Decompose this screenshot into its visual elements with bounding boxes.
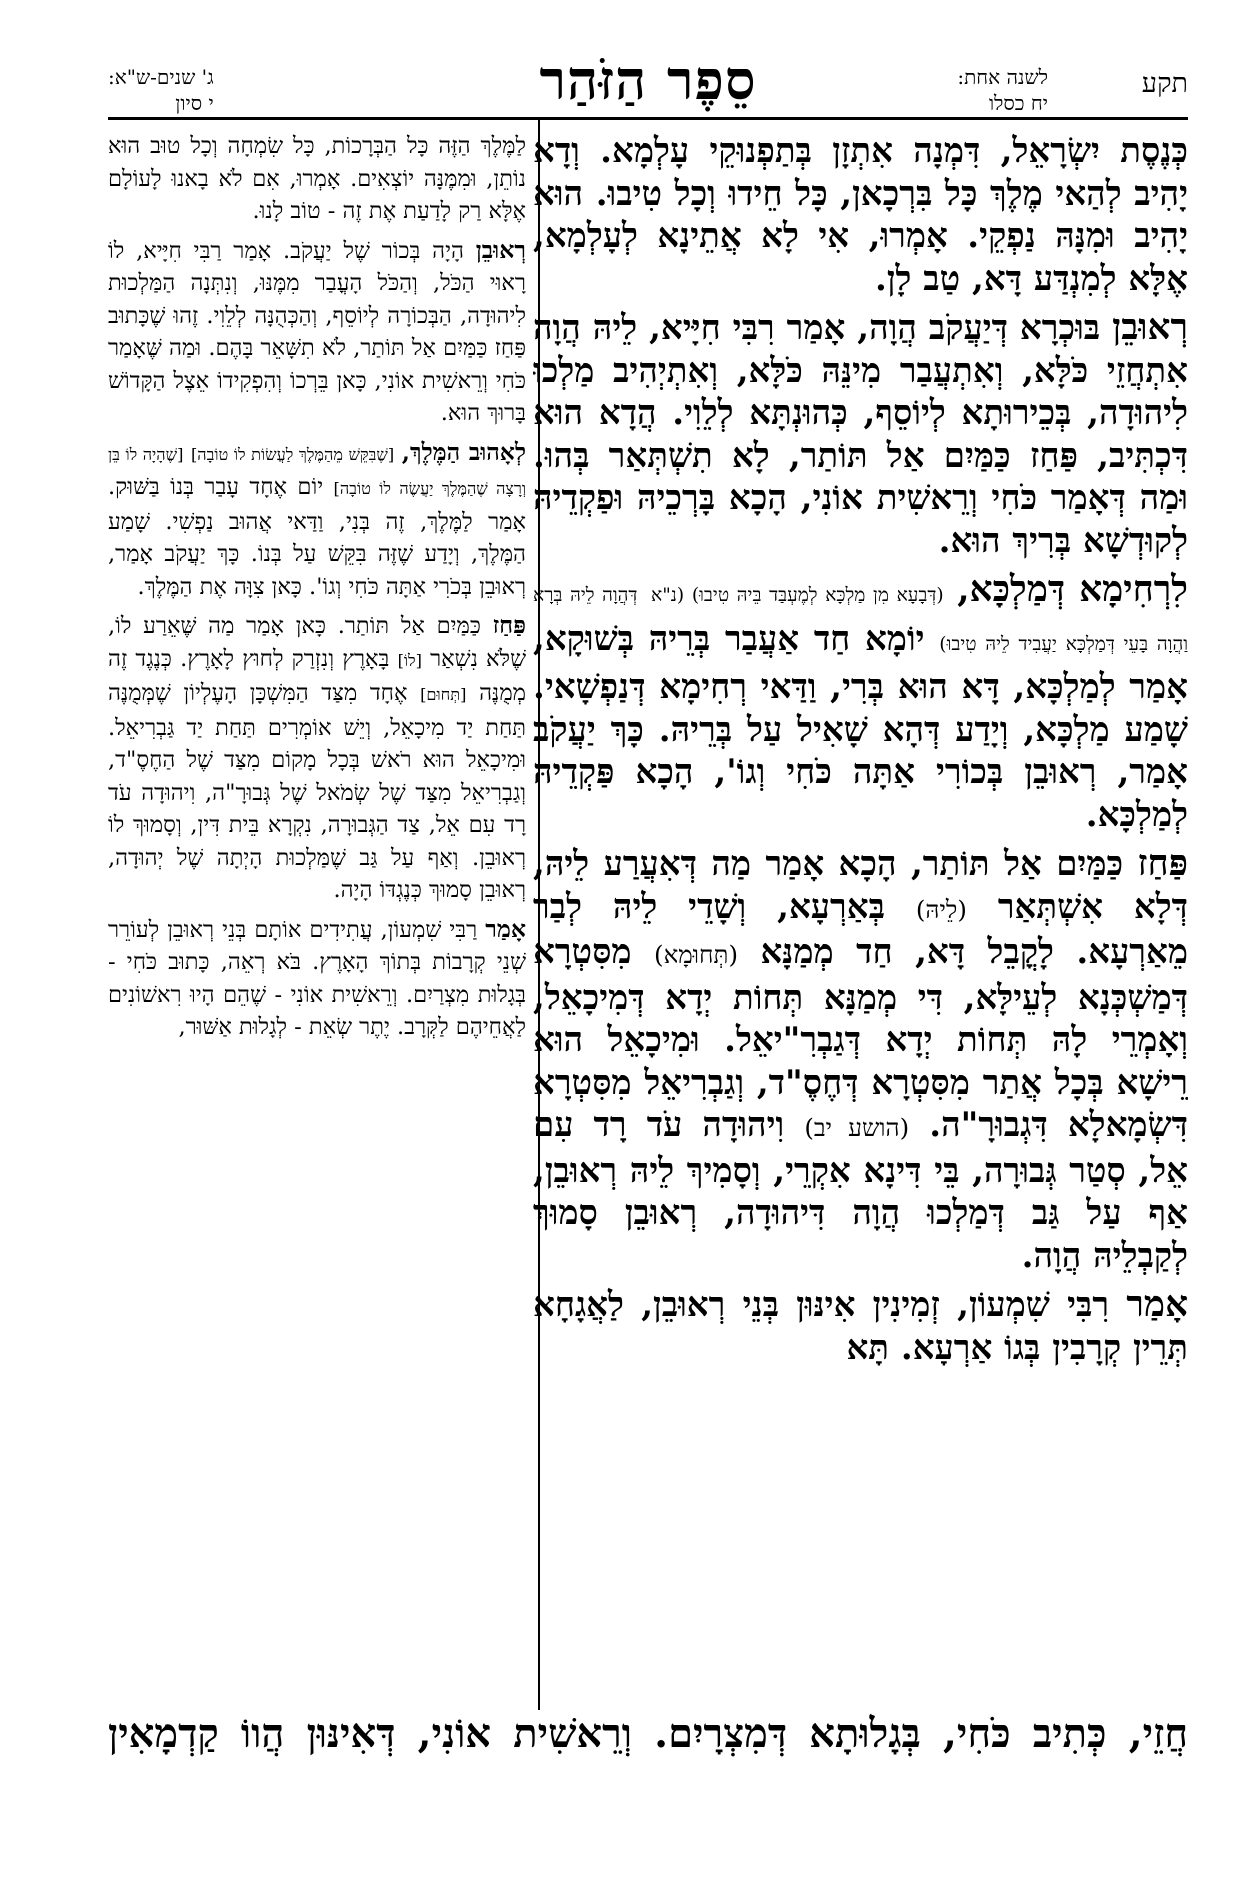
schedule-three-years-date: י סיון — [175, 91, 214, 115]
hebrew-paragraph — [108, 436, 526, 604]
textual-variant-note: דְּהֲוָה לֵיהּ בְּרָא וַהֲוָה בָּעֵי דְּמַלְכָּא יַעֲבִיד לֵיהּ טִיבוּ) — [533, 585, 1188, 655]
study-schedule-three-years — [108, 64, 214, 116]
aramaic-text: וִיהוּדָה עֹד רָד עִם אֵל, סְטַר גְּבוּרָה, בֵּי דִּינָא אִקְרֵי, וְסָמִיךְ לֵיהּ רְאוּבֵן, אַף עַל גַּב דְּמַלְכוּ הֲוָה דִּיהוּדָה, רְאוּבֵן סָמוּךְ לְקַבְלֵיהּ הֲוָה. — [533, 1105, 1188, 1276]
hebrew-translation-column — [108, 130, 526, 1705]
aramaic-text: רִבִּי שִׁמְעוֹן, זְמִינִין אִינּוּן בְּנֵי רְאוּבֵן, לַאֲגָחָא תְּרֵין קְרָבִין בְּגוֹ אַרְעָא. תָּא — [533, 1285, 1188, 1368]
aramaic-continuation-line: חֲזֵי, כְּתִיב כֹּחִי, בְּגָלוּתָא דְּמִצְרָיִם. וְרֵאשִׁית אוֹנִי, דְּאִינּוּן הֲווֹ קַדְמָאִין — [108, 1710, 1188, 1757]
hebrew-text: הָיָה בְּכוֹר שֶׁל יַעֲקֹב. אָמַר רַבִּי חִיָּיא, לוֹ רָאוּי הַכֹּל, וְהַכֹּל הָעֳבַר מִמֶּנּוּ, וְנִתְּנָה הַמַּלְכוּת לִיהוּדָה, הַבְּכוֹרָה לְיוֹסֵף, וְהַכְּהֻנָּה לְלֵוִי. זֶהוּ שֶׁכָּתוּב פַּחַז כַּמַּיִם אַל תּוֹתַר, לֹא תִשָּׁאֵר בָּהֶם. וּמַה שֶּׁאָמַר כֹּחִי וְרֵאשִׁית אוֹנִי, כָּאן בֵּרְכוֹ וְהִפְקִידוֹ אֵצֶל הַקָּדוֹשׁ בָּרוּךְ הוּא. — [108, 237, 526, 426]
hebrew-paragraph — [108, 234, 526, 430]
page-number: תקע — [1141, 68, 1188, 99]
hebrew-text: כַּמַּיִם אַל תּוֹתַר. כָּאן אָמַר מַה שֶּׁאֵרַע לוֹ, שֶׁלֹּא נִשְׁאַר — [108, 613, 526, 672]
verse-source-note: (הושע יב) — [804, 1113, 910, 1142]
hebrew-paragraph: לַמֶּלֶךְ הַזֶּה כָּל הַבְּרָכוֹת, כָּל שִׂמְחָה וְכָל טוּב הוּא נוֹתֵן, וּמִמֶּנָּה יוֹצְאִים. אָמְרוּ, אִם לֹא בָאנוּ לָעוֹלָם אֶלָּא רַק לָדַעַת אֶת זֶה - טוֹב לָנוּ. — [108, 133, 526, 224]
page-header — [108, 40, 1188, 118]
hebrew-text: בָּאָרֶץ וְנִזְרַק לְחוּץ לָאָרֶץ. כְּנֶגֶד זֶה מְמֻנֶּה — [108, 645, 526, 706]
aramaic-text-column — [533, 130, 1188, 1705]
aramaic-paragraph — [533, 842, 1188, 1277]
textual-variant-note: (לֵיהּ) — [915, 894, 967, 924]
hebrew-text: רַבִּי שִׁמְעוֹן, עֲתִידִים אוֹתָם בְּנֵי רְאוּבֵן לְעוֹרֵר שְׁנֵי קְרָבוֹת בְּתוֹךְ הָאָרֶץ. בֹּא רְאֵה, כָּתוּב כֹּחִי - בְּגָלוּת מִצְרַיִם. וְרֵאשִׁית אוֹנִי - שֶׁהֵם הָיוּ רִאשׁוֹנִים לַאֲחֵיהֶם לַקְּרָב. יֶתֶר שְׂאֵת - לְגָלוּת אַשּׁוּר, — [108, 916, 526, 1040]
textual-variant-note: (דְּבָעָא מִן מַלְכָּא לְמֶעְבַּד בֵּיהּ טִיבוּ) (נ"א — [651, 585, 944, 606]
paragraph-lead-word: פַּחַז — [1137, 842, 1188, 884]
column-divider — [538, 120, 540, 1710]
aramaic-text: בְּאַרְעָא, וְשָׁדֵי לֵיהּ לְבַר מֵאַרְעָא. לָקֳבֵל דָּא, חַד מְמַנָּא — [533, 886, 1188, 972]
textual-variant-note: [לוֹ] — [397, 650, 422, 670]
aramaic-paragraph: כְּנֶסֶת יִשְׂרָאֵל, דִּמְנָה אִתְזָן בְּתַפְנוּקֵי עָלְמָא. וְדָא יָהִיב לְהַאי מֶלֶךְ כָּל בִּרְכָאן, כָּל חֵידוּ וְכָל טִיבוּ. הוּא יָהִיב וּמִנָּהּ נַפְקֵי. אָמְרוּ, אִי לָא אֲתֵינָא לְעָלְמָא, אֶלָּא לְמִנְדַּע דָּא, טַב לָן. — [533, 131, 1188, 299]
paragraph-lead-word: אָמַר — [485, 914, 526, 943]
hebrew-paragraph — [108, 609, 526, 907]
aramaic-paragraph — [533, 306, 1188, 562]
paragraph-lead-word: רְאוּבֵן — [1112, 306, 1188, 348]
paragraph-lead-word: לִרְחִימָא דְּמַלְכָּא, — [957, 568, 1188, 610]
schedule-three-years-label: ג' שנים-ש"א: — [108, 65, 214, 89]
hebrew-text: אֶחָד מִצַּד הַמִּשְׁכָּן הָעֶלְיוֹן שֶׁמְּמֻנֶּה תַּחַת יַד מִיכָאֵל, וְיֵשׁ אוֹמְרִים תַּחַת יַד גַּבְרִיאֵל. וּמִיכָאֵל הוּא רֹאשׁ בְּכָל מָקוֹם מִצַּד שֶׁל הַחֶסֶ"ד, וְגַבְרִיאֵל מִצַּד שֶׁל שְׂמֹאל שֶׁל גְּבוּרָ"ה, וִיהוּדָה עֹד רָד עִם אֵל, צַד הַגְּבוּרָה, נִקְרָא בֵּית דִּין, וְסָמוּךְ לוֹ רְאוּבֵן. וְאַף עַל גַּב שֶׁמַּלְכוּת הָיְתָה שֶׁל יְהוּדָה, רְאוּבֵן סָמוּךְ כְּנֶגְדּוֹ הָיָה. — [108, 680, 526, 903]
aramaic-text: מִסִּטְרָא דְּמַשְׁכְּנָא לְעֵילָּא, דִּי מְמַנָּא תְּחוֹת יְדָא דְּמִיכָאֵל, וְאָמְרֵי לָהּ תְּחוֹת יְדָא דְּגַבְרִ"יאֵל. וּמִיכָאֵל הוּא רֵישָׁא בְּכָל אֲתַר מִסִּטְרָא דְּחֶסֶ"ד, וְגַבְרִיאֵל מִסִּטְרָא דִּשְׂמָאלָא דִּגְבוּרָ"ה. — [533, 932, 1188, 1145]
paragraph-lead-word: אָמַר — [1126, 1283, 1188, 1325]
aramaic-paragraph — [533, 1283, 1188, 1369]
book-title: סֵפֶר הַזֹּהַר — [539, 48, 757, 112]
textual-variant-note: [שֶׁבִּקֵּשׁ מֵהַמֶּלֶךְ לַעֲשׂוֹת לוֹ טוֹבָה] — [190, 444, 395, 464]
header-rule — [108, 117, 1188, 120]
aramaic-text: בּוּכְרָא דְּיַעֲקֹב הֲוָה, אָמַר רִבִּי חִיָּיא, לֵיהּ הֲוָה אִתְחֲזֵי כֹּלָּא, וְאִתְעֲבַר מִינֵּהּ כֹּלָּא, וְאִתְיְהִיב מַלְכוּ לִיהוּדָה, בְּכֵירוּתָא לְיוֹסֵף, כְּהוּנְתָּא לְלֵוִי. הֲדָא הוּא דִּכְתִּיב, פַּחַז כַּמַּיִם אַל תּוֹתַר, לָא תִשְׁתְּאַר בְּהוּ. וּמַה דְּאָמַר כֹּחִי וְרֵאשִׁית אוֹנִי, הָכָא בָּרְכֵיהּ וּפַקְדֵיהּ לְקוּדְשָׁא בְּרִיךְ הוּא. — [533, 308, 1188, 561]
paragraph-lead-word: פַּחַז — [492, 611, 526, 639]
textual-variant-note: [שֶׁהָיָה לוֹ בֵּן וְרָצָה שֶׁהַמֶּלֶךְ יַעֲשֶׂה לוֹ טוֹבָה] — [108, 444, 526, 498]
textual-variant-note: (תְּחוּמָא) — [654, 940, 738, 969]
aramaic-paragraph — [533, 568, 1188, 836]
aramaic-text: יוֹמָא חַד אַעֲבַר בְּרֵיהּ בְּשׁוּקָא, אָמַר לְמַלְכָּא, דָּא הוּא בְּרִי, וַדַּאי רְחִימָא דְּנַפְשָׁאי. שָׁמַע מַלְכָּא, וְיָדַע דְּהָא שָׁאִיל עַל בְּרֵיהּ. כָּךְ יַעֲקֹב אָמַר, רְאוּבֵן בְּכוֹרִי אַתָּה כֹּחִי וְגוֹ', הָכָא פַּקְדֵיהּ לְמַלְכָּא. — [533, 618, 1188, 835]
schedule-one-year-label: לשנה אחת: — [957, 65, 1048, 89]
schedule-one-year-date: יח כסלו — [988, 91, 1048, 115]
paragraph-lead-word: רְאוּבֵן — [475, 235, 526, 264]
hebrew-text: יוֹם אֶחָד עָבַר בְּנוֹ בַּשּׁוּק. אָמַר לַמֶּלֶךְ, זֶה בְּנִי, וַדַּאי אֲהוּב נַפְשִׁי. שָׁמַע הַמֶּלֶךְ, וְיָדַע שֶׁזֶּה בִּקֵּשׁ עַל בְּנוֹ. כָּךְ יַעֲקֹב אָמַר, רְאוּבֵן בְּכֹרִי אַתָּה כֹּחִי וְגוֹ'. כָּאן צִוָּה אֶת הַמֶּלֶךְ. — [108, 474, 526, 600]
textual-variant-note: [תְּחוּם] — [420, 685, 467, 704]
hebrew-paragraph — [108, 913, 526, 1044]
paragraph-lead-word: לְאָהוּב הַמֶּלֶךְ, — [401, 437, 526, 466]
aramaic-text: כַּמַּיִם אַל תּוֹתַר, הָכָא אָמַר מַה דְּאִעֲרַע לֵיהּ, דְּלָא אִשְׁתְּאַר — [533, 844, 1188, 927]
